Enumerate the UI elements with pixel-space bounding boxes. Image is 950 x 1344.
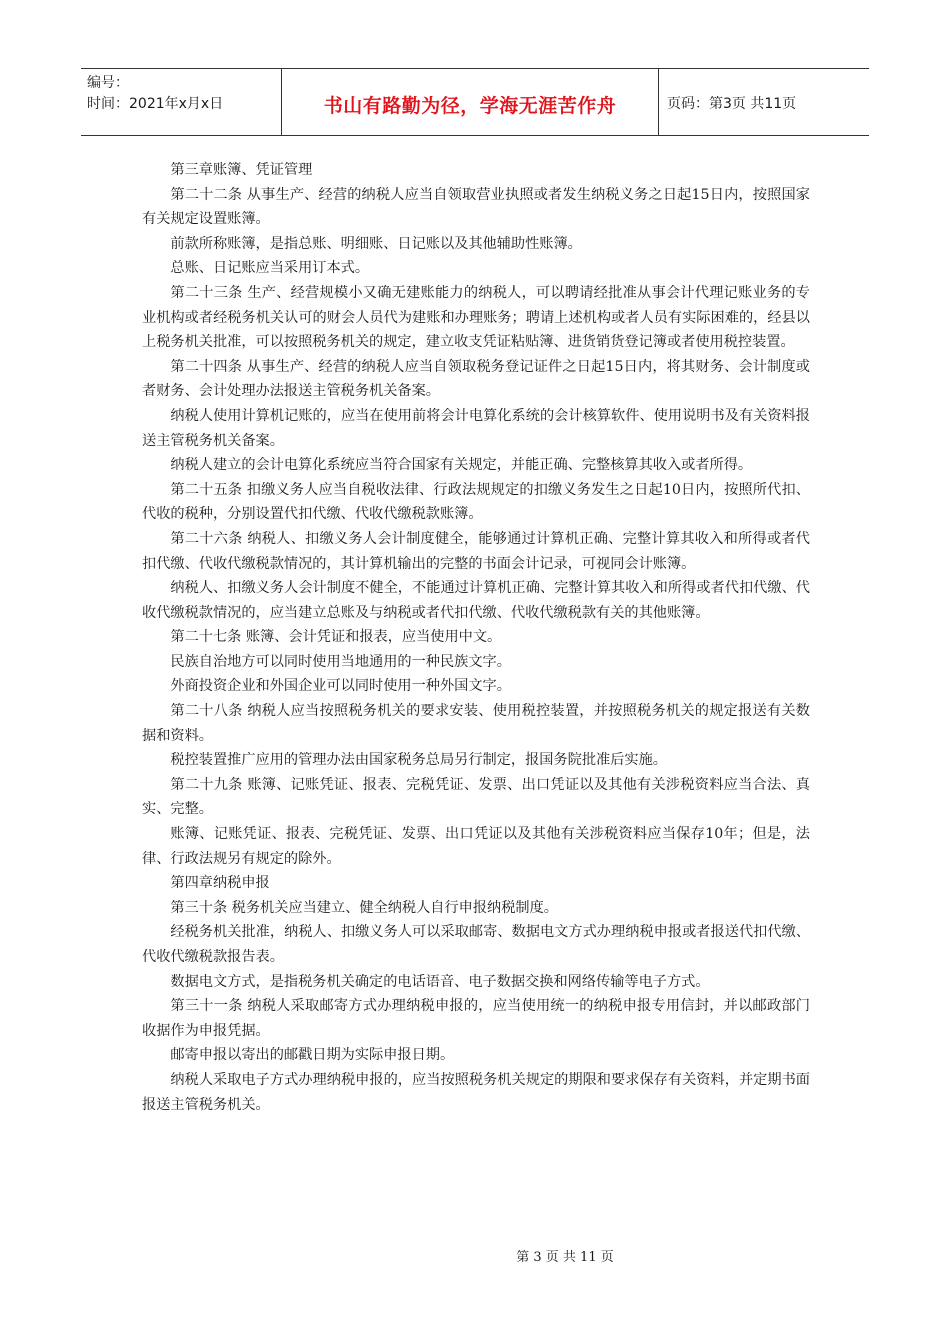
paragraph: 总账、日记账应当采用订本式。 [170,260,370,277]
document-date: 时间：2021年x月x日 [87,96,224,112]
paragraph: 税控装置推广应用的管理办法由国家税务总局另行制定，报国务院批准后实施。 [170,752,667,769]
paragraph: 第三十条 税务机关应当建立、健全纳税人自行申报纳税制度。 [170,899,558,916]
paragraph: 民族自治地方可以同时使用当地通用的一种民族文字。 [170,653,511,670]
paragraph: 纳税人、扣缴义务人会计制度不健全，不能通过计算机正确、完整计算其收入和所得或者代扣代缴、代收代缴税款情况的，应当建立总账及与纳税或者代扣代缴、代收代缴税款有关的其他账簿。 [142,580,810,621]
paragraph: 外商投资企业和外国企业可以同时使用一种外国文字。 [170,678,511,695]
paragraph: 邮寄申报以寄出的邮戳日期为实际申报日期。 [170,1047,455,1064]
paragraph: 第二十九条 账簿、记账凭证、报表、完税凭证、发票、出口凭证以及其他有关涉税资料应当合法、真实、完整。 [142,776,810,818]
paragraph: 第二十五条 扣缴义务人应当自税收法律、行政法规规定的扣缴义务发生之日起10日内，按照所代扣、代收的税种，分别设置代扣代缴、代收代缴税款账簿。 [142,481,810,523]
paragraph: 第二十八条 纳税人应当按照税务机关的要求安装、使用税控装置，并按照税务机关的规定报送有关数据和资料。 [142,703,810,744]
paragraph: 账簿、记账凭证、报表、完税凭证、发票、出口凭证以及其他有关涉税资料应当保存10年；但是，法律、行政法规另有规定的除外。 [142,826,810,867]
paragraph: 前款所称账簿，是指总账、明细账、日记账以及其他辅助性账簿。 [170,235,582,252]
paragraph: 第三章账簿、凭证管理 [170,162,313,178]
paragraph: 纳税人采取电子方式办理纳税申报的，应当按照税务机关规定的期限和要求保存有关资料，并定期书面报送主管税务机关。 [142,1071,810,1113]
header-page-info: 页码：第3页 共11页 [667,96,797,112]
document-body [142,158,810,1117]
paragraph: 第四章纳税申报 [170,875,270,892]
paragraph: 第二十二条 从事生产、经营的纳税人应当自领取营业执照或者发生纳税义务之日起15日内，按照国家有关规定设置账簿。 [142,186,810,228]
paragraph: 纳税人建立的会计电算化系统应当符合国家有关规定，并能正确、完整核算其收入或者所得。 [170,457,753,474]
paragraph: 纳税人使用计算机记账的，应当在使用前将会计电算化系统的会计核算软件、使用说明书及有关资料报送主管税务机关备案。 [142,407,810,449]
paragraph: 第二十四条 从事生产、经营的纳税人应当自领取税务登记证件之日起15日内，将其财务、会计制度或者财务、会计处理办法报送主管税务机关备案。 [142,358,810,400]
paragraph: 第二十三条 生产、经营规模小又确无建账能力的纳税人，可以聘请经批准从事会计代理记账业务的专业机构或者经税务机关认可的财会人员代为建账和办理账务；聘请上述机构或者人员有实际困难的，经县以上税务机关批准，可以按照税务机关的规定，建立收支凭证粘贴簿、进货销货登记簿或者使用税控装置。 [142,284,810,351]
paragraph: 经税务机关批准，纳税人、扣缴义务人可以采取邮寄、数据电文方式办理纳税申报或者报送代扣代缴、代收代缴税款报告表。 [142,924,810,965]
header-motto: 书山有路勤为径，学海无涯苦作舟 [282,69,659,135]
paragraph: 数据电文方式，是指税务机关确定的电话语音、电子数据交换和网络传输等电子方式。 [170,973,710,990]
paragraph: 第二十六条 纳税人、扣缴义务人会计制度健全，能够通过计算机正确、完整计算其收入和所得或者代扣代缴、代收代缴税款情况的，其计算机输出的完整的书面会计记录，可视同会计账簿。 [142,530,810,572]
page-footer: 第 3 页 共 11 页 [516,1250,614,1265]
document-number-label: 编号： [87,75,129,91]
paragraph: 第三十一条 纳税人采取邮寄方式办理纳税申报的，应当使用统一的纳税申报专用信封，并以邮政部门收据作为申报凭据。 [142,998,810,1039]
page-header [81,68,869,136]
header-meta [81,69,282,135]
paragraph: 第二十七条 账簿、会计凭证和报表，应当使用中文。 [170,629,502,646]
